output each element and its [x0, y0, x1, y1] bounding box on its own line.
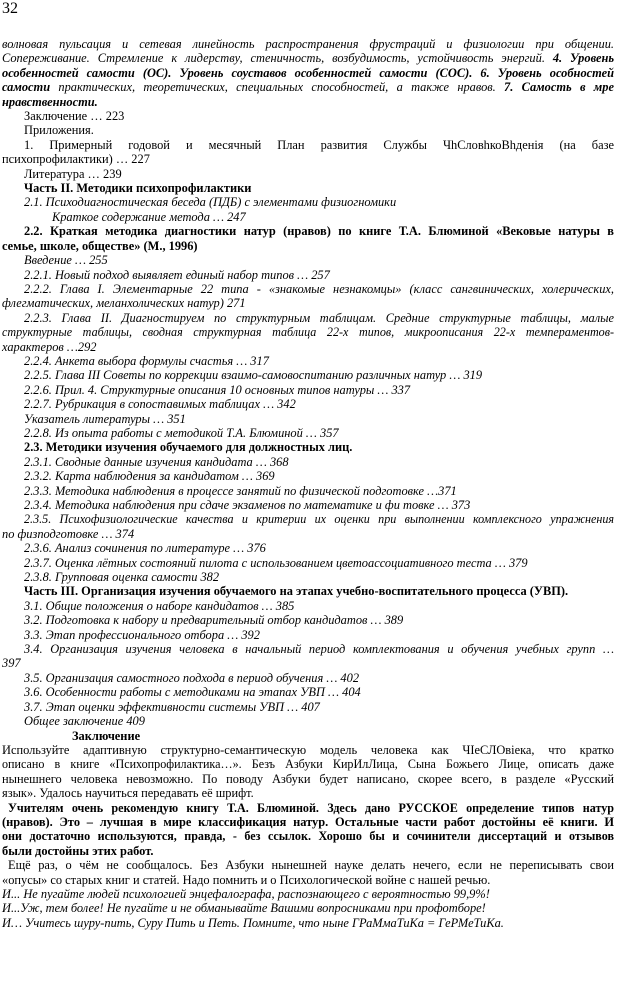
intro-line	[2, 80, 614, 94]
toc-section-title: семье, школе, обществе» (М., 1996)	[2, 238, 198, 253]
toc-item: 3.2. Подготовка к набору и предварительный отбор кандидатов … 389	[24, 613, 404, 628]
recommendation-line: (нравов). Это – лучшая в мире классификация натур. Остальные части работ достойны её книги. И	[2, 814, 614, 829]
toc-item: 3.7. Этап оценки эффективности системы УВП … 407	[24, 699, 320, 714]
toc-section-title: 2.2. Краткая методика диагностики натур (нравов) по книге Т.А. Блюминой «Вековые натуры в	[24, 224, 614, 239]
page-number: 32	[2, 0, 18, 17]
intro-line: нравственности.	[2, 94, 98, 109]
toc-appendix-item: психопрофилактики) … 227	[2, 152, 150, 167]
conclusion-paragraph-line: Используйте адаптивную структурно-семантическую модель человека как ЧІеСЛОвіека, что кратко	[2, 742, 614, 757]
intro-bold-text: самости	[2, 80, 51, 95]
toc-section-title: 2.3. Методики изучения обучаемого для должностных лиц.	[24, 440, 353, 455]
intro-text: практических, теоретических, специальных способностей, а также нравов.	[50, 80, 505, 95]
conclusion-paragraph-line: язык». Удалось научиться передавать её шрифт.	[2, 786, 254, 801]
intro-line: волновая пульсация и сетевая линейность распространения фрустраций и физиологии при общении.	[2, 37, 614, 51]
toc-section: 2.1. Психодиагностическая беседа (ПДБ) с элементами физиогномики	[24, 195, 397, 210]
toc-item: Указатель литературы … 351	[24, 411, 186, 426]
toc-item: 2.2.6. Прил. 4. Структурные описания 10 основных типов натуры … 337	[24, 382, 411, 397]
toc-item: 3.5. Организация самостного подхода в период обучения … 402	[24, 670, 360, 685]
toc-item: 2.3.3. Методика наблюдения в процессе занятий по физической подготовке …371	[24, 483, 457, 498]
recommendation-line: они достаточно используются, правда, - без ссылок. Хорошо бы и сочинители диссертаций и отзывов	[2, 829, 614, 844]
toc-literature: Литература … 239	[24, 166, 122, 181]
toc-item: 3.1. Общие положения о наборе кандидатов … 385	[24, 598, 295, 613]
toc-item: флегматических, меланхолических натур) 271	[2, 296, 246, 311]
toc-item: 2.3.6. Анализ сочинения по литературе … 376	[24, 541, 266, 556]
closing-statement: И...Уж, тем более! Не пугайте и не обманывайте Вашими вопросниками при профотборе!	[2, 901, 486, 916]
closing-paragraph-line: Ещё раз, о чём не сообщалось. Без Азбуки нынешней науке делать нечего, если не переписывать свои	[8, 858, 614, 873]
conclusion-paragraph-line: нынешнего человека невозможно. По поводу Азбуки будет написано, скорее всего, в разделе «Русский	[2, 771, 614, 786]
toc-item: структурные таблицы, сводная структурная таблица 22-х типов, микроописания 22-х темпераментов-	[2, 325, 614, 340]
intro-line	[2, 51, 614, 65]
toc-item: 2.3.2. Карта наблюдения за кандидатом … 369	[24, 469, 275, 484]
toc-part-title: Часть II. Методики психопрофилактики	[24, 181, 252, 196]
toc-general-conclusion: Общее заключение 409	[24, 714, 145, 729]
intro-bold-text: 7. Самость в мре	[504, 80, 614, 95]
closing-statement: И... Не пугайте людей психологией энцефалографа, распознающего с вероятностью 99,9%!	[2, 886, 490, 901]
toc-section: Краткое содержание метода … 247	[52, 209, 246, 224]
toc-item: 2.3.5. Психофизиологические качества и критерии их оценки при выполнении комплексного упражнения	[24, 512, 614, 527]
intro-bold-text: 4. Уровень	[552, 51, 614, 66]
toc-item: 2.2.7. Рубрикация в сопоставимых таблицах … 342	[24, 397, 296, 412]
toc-item: 3.6. Особенности работы с методиками на этапах УВП … 404	[24, 685, 361, 700]
page-content	[2, 37, 614, 930]
toc-item: 2.2.5. Глава III Советы по коррекции взаимо-самовоспитанию различных натур … 319	[24, 368, 483, 383]
closing-statement: И… Учитесь шуру-пить, Суру Пить и Петь. Помните, что ныне ГРаМмаТиКа = ГеРМеТиКа.	[2, 915, 504, 930]
toc-conclusion: Заключение … 223	[24, 109, 125, 124]
toc-item: 2.2.1. Новый подход выявляет единый набор типов … 257	[24, 267, 330, 282]
toc-appendix-item: 1. Примерный годовой и месячный План развития Службы ЧhСловhкоВhденія (на базе	[24, 137, 614, 152]
toc-item: 2.3.7. Оценка лётных состояний пилота с использованием цветоассоциативного теста … 379	[24, 555, 528, 570]
intro-text: Сопереживание. Стремление к лидерству, стеничность, возбудимость, устойчивость энергий.	[2, 51, 553, 66]
toc-item: 2.3.4. Методика наблюдения при сдаче экзаменов по математике и фи товке … 373	[24, 498, 471, 512]
toc-item: 2.3.8. Групповая оценка самости 382	[24, 570, 220, 585]
recommendation-line: были достойны этих работ.	[2, 843, 154, 858]
toc-item: 3.3. Этап профессионального отбора … 392	[24, 627, 260, 642]
intro-line: особенностей самости (ОС). Уровень соуставов особенностей самости (СОС). 6. Уровень особностей	[2, 65, 614, 80]
toc-item: характеров …292	[2, 339, 97, 354]
toc-item: 2.2.8. Из опыта работы с методикой Т.А. Блюминой … 357	[24, 425, 339, 440]
toc-item: 2.2.4. Анкета выбора формулы счастья … 317	[24, 353, 269, 368]
toc-appendices: Приложения.	[24, 123, 94, 138]
toc-item: 397	[2, 656, 21, 671]
toc-item: Введение … 255	[24, 253, 108, 268]
recommendation-line: Учителям очень рекомендую книгу Т.А. Блюминой. Здесь дано РУССКОЕ определение типов натур	[8, 800, 614, 815]
toc-item: 2.2.3. Глава II. Диагностируем по структурным таблицам. Средние структурные таблицы, малые	[24, 310, 614, 325]
closing-paragraph-line: «опусы» со старых книг и статей. Надо помнить и о Психологической войне с нашей речью.	[2, 872, 491, 887]
conclusion-title: Заключение	[72, 728, 141, 743]
toc-item: 2.3.1. Сводные данные изучения кандидата … 368	[24, 454, 289, 469]
toc-item: 3.4. Организация изучения человека в начальный период комплектования и обучения учебных групп …	[24, 642, 614, 657]
toc-part-title: Часть III. Организация изучения обучаемого на этапах учебно-воспитательного процесса (УВП).	[24, 584, 569, 599]
conclusion-paragraph-line: описано в книге «Психопрофилактика…». Безъ Азбуки КирИлЛица, Сына Божьего Лице, описать даже	[2, 757, 614, 772]
toc-item: 2.2.2. Глава I. Элементарные 22 типа - «знакомые незнакомцы» (класс сангвинических, холерических,	[24, 281, 614, 296]
toc-item: по физподготовке … 374	[2, 526, 135, 541]
